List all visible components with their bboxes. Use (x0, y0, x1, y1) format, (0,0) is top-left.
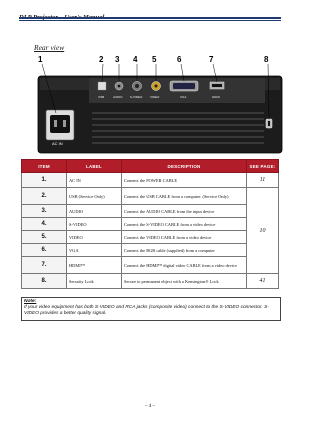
callout-number: 4 (133, 55, 138, 64)
item-description: Connect the POWER CABLE (122, 173, 247, 188)
item-number: 3. (22, 205, 67, 218)
callout-number: 8 (264, 55, 269, 64)
table-row (22, 274, 279, 289)
connector-table (21, 159, 279, 289)
item-number: 5. (22, 231, 67, 244)
note-title: Note: (24, 299, 37, 304)
item-description: Connect the S-VIDEO CABLE from a video device (122, 218, 247, 231)
port-label: VIDEO (150, 95, 160, 99)
item-description: Connect the VIDEO CABLE from a video device (122, 231, 247, 244)
item-label: VGA (67, 244, 122, 257)
usb-port (98, 82, 106, 90)
header-rule-thin (19, 20, 281, 21)
item-label: S-VIDEO (67, 218, 122, 231)
ac-label: AC IN (52, 141, 63, 146)
port-label: S-VIDEO (130, 95, 143, 99)
item-label: Security Lock (67, 274, 122, 289)
item-description: Secure to permanent object with a Kensington® Lock (122, 274, 247, 289)
note-box (21, 297, 281, 321)
table-row (22, 188, 279, 205)
item-description: Connect the USB CABLE from a computer. (Service Only) (122, 188, 247, 205)
item-description: Connect the HDMI™ digital video CABLE from a video device (122, 257, 247, 274)
callout-number: 5 (152, 55, 157, 64)
rear-view-diagram (36, 55, 284, 155)
item-number: 6. (22, 244, 67, 257)
running-header (19, 6, 281, 24)
header-description: DESCRIPTION (122, 160, 247, 173)
table-row (22, 257, 279, 274)
item-label: USB (Service Only) (67, 188, 122, 205)
page-number: – 4 – (145, 404, 155, 409)
header-label: LABEL (67, 160, 122, 173)
ac-socket (50, 115, 70, 133)
port-label: USB (98, 95, 105, 99)
item-number: 8. (22, 274, 67, 289)
header-rule (19, 17, 281, 19)
item-label: HDMI™ (67, 257, 122, 274)
port-label: AUDIO (113, 95, 123, 99)
item-number: 1. (22, 173, 67, 188)
callout-number: 7 (209, 55, 214, 64)
item-number: 7. (22, 257, 67, 274)
note-text: If your video equipment has both S-VIDEO and RCA jacks (composite video) connect to the S-VIDEO connector. S-VIDEO provides a better quality signal. (24, 305, 269, 316)
table-row (22, 231, 279, 244)
item-label: AC IN (67, 173, 122, 188)
table-row (22, 244, 279, 257)
port-label: HDMI (212, 95, 220, 99)
item-number: 4. (22, 218, 67, 231)
item-label: VIDEO (67, 231, 122, 244)
callout-number: 1 (38, 55, 43, 64)
table-row (22, 218, 279, 231)
see-page: 41 (247, 274, 279, 289)
table-header-row (22, 160, 279, 173)
section-title: Rear view (34, 43, 65, 52)
see-page: 11 (247, 173, 279, 188)
callout-number: 6 (177, 55, 182, 64)
header-item: ITEM (22, 160, 67, 173)
item-label: AUDIO (67, 205, 122, 218)
callout-number: 2 (99, 55, 104, 64)
table-row (22, 173, 279, 188)
item-description: Connect the AUDIO CABLE from the input device (122, 205, 247, 218)
callout-number: 3 (115, 55, 120, 64)
table-row (22, 205, 279, 218)
see-page: 10 (247, 188, 279, 274)
header-see-page: SEE PAGE: (247, 160, 279, 173)
item-description: Connect the RGB cable (supplied) from a computer (122, 244, 247, 257)
item-number: 2. (22, 188, 67, 205)
port-label: VGA (180, 95, 187, 99)
